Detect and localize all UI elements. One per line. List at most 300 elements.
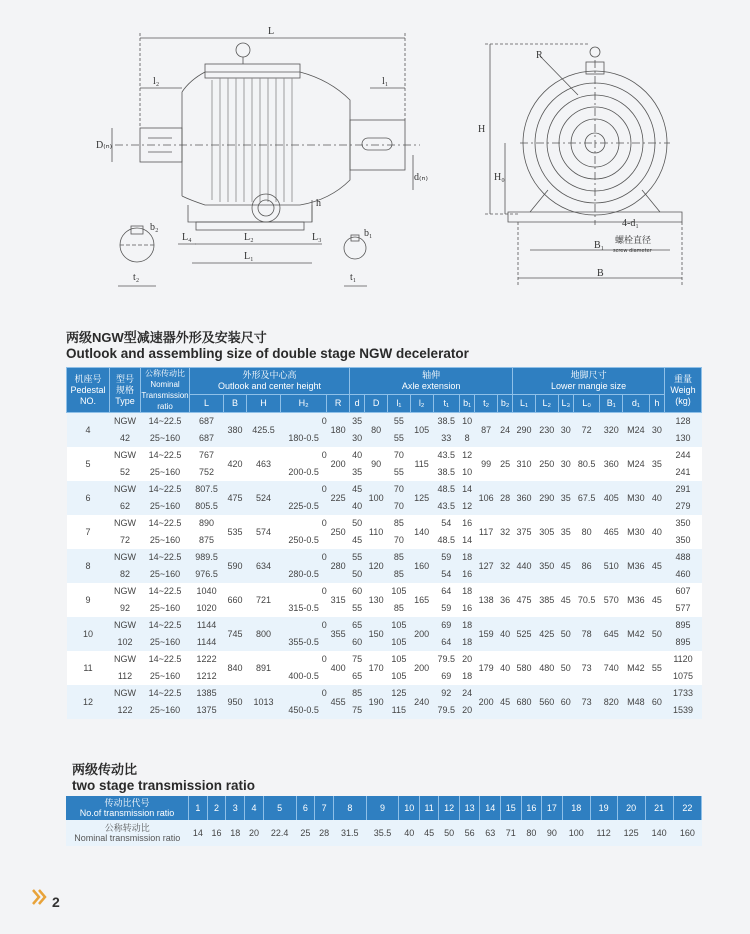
page-number: 2 (52, 894, 60, 910)
cell-l1 (387, 549, 410, 583)
cell-h: 40 (649, 515, 664, 549)
ratio-code-cell: 21 (645, 796, 673, 820)
cell-d1: M36 (623, 583, 650, 617)
cell-line: 65 (352, 620, 363, 630)
subheader-cell: B₁ (600, 395, 623, 413)
cell-line: 875 (199, 535, 215, 545)
cell-h: 1013 (246, 685, 280, 719)
cell-b2: 36 (497, 583, 512, 617)
cell-line: 0 (321, 654, 327, 664)
label-B1: B₁ (594, 240, 605, 251)
cell-b: 950 (224, 685, 247, 719)
group-axle: 轴伸 Axle extension (350, 368, 513, 395)
cell-w (665, 413, 702, 448)
cell-l3: 45 (558, 583, 573, 617)
cell-l2: 350 (535, 549, 558, 583)
cell-d: 150 (365, 617, 388, 651)
ratio-code-cell: 5 (263, 796, 296, 820)
cell-line: 1733 (672, 688, 694, 698)
cell-b1 (460, 413, 475, 448)
group-outlook: 外形及中心高 Outlook and center height (190, 368, 350, 395)
cell-line: 291 (675, 484, 691, 494)
label-bolt-en: screw diameter (613, 248, 652, 254)
cell-b2: 25 (497, 447, 512, 481)
cell-d (350, 413, 365, 448)
cell-line: 25~160 (149, 433, 181, 443)
cell-h: 425.5 (246, 413, 280, 448)
ratio-code-cell: 15 (500, 796, 521, 820)
cell-no: 5 (67, 447, 110, 481)
cell-t1 (433, 685, 460, 719)
cell-h: 35 (649, 447, 664, 481)
label-l2: l₂ (153, 76, 160, 87)
cell-l (190, 447, 224, 481)
cell-d1: M42 (623, 651, 650, 685)
ratio-value-cell: 80 (521, 820, 542, 846)
cell-line: NGW (114, 518, 136, 528)
cell-d (350, 515, 365, 549)
cell-b1 (460, 549, 475, 583)
ratio-code-cell: 18 (562, 796, 590, 820)
label-d: d₍ₙ₎ (414, 172, 428, 183)
ratio-code-cell: 13 (459, 796, 480, 820)
cell-line: 0 (321, 450, 327, 460)
cell-line: 14~22.5 (148, 518, 182, 528)
cell-r: 180 (327, 413, 350, 448)
subheader-cell: L (190, 395, 224, 413)
cell-b: 745 (224, 617, 247, 651)
cell-l0: 78 (573, 617, 600, 651)
section-title-en: Outlook and assembling size of double stage NGW decelerator (66, 346, 469, 361)
cell-line: 14~22.5 (148, 620, 182, 630)
subheader-cell: b₂ (497, 395, 512, 413)
ratio-code-cell: 6 (296, 796, 315, 820)
cell-d1: M30 (623, 515, 650, 549)
cell-line: 244 (675, 450, 691, 460)
cell-line: 890 (199, 518, 215, 528)
ratio-value-cell: 22.4 (263, 820, 296, 846)
cell-line: 55 (393, 467, 404, 477)
cell-b: 475 (224, 481, 247, 515)
cell-b1: 645 (600, 617, 623, 651)
cell-line: 225-0.5 (288, 501, 319, 511)
cell-line: 30 (352, 433, 363, 443)
subheader-cell: L₀ (573, 395, 600, 413)
cell-type (110, 481, 141, 515)
cell-line: 70 (393, 501, 404, 511)
cell-r: 225 (327, 481, 350, 515)
cell-line: 14 (462, 535, 473, 545)
cell-l3: 35 (558, 481, 573, 515)
cell-line: 20 (462, 705, 473, 715)
cell-line: 400-0.5 (288, 671, 319, 681)
cell-h: 30 (649, 413, 664, 448)
cell-l1 (387, 685, 410, 719)
cell-line: 64 (441, 637, 452, 647)
cell-t1 (433, 413, 460, 448)
cell-l2: 560 (535, 685, 558, 719)
cell-t1 (433, 583, 460, 617)
cell-h: 45 (649, 583, 664, 617)
section-title-spec (66, 330, 469, 362)
cell-b1: 360 (600, 447, 623, 481)
cell-line: 64 (441, 586, 452, 596)
cell-line: 14~22.5 (148, 586, 182, 596)
label-t1: t₁ (350, 272, 357, 283)
cell-d1: M48 (623, 685, 650, 719)
cell-ratio (141, 651, 190, 685)
ratio-head-label: 传动比代号 No.of transmission ratio (66, 796, 189, 820)
label-l1: l₁ (382, 76, 389, 87)
cell-l1 (387, 651, 410, 685)
cell-d: 80 (365, 413, 388, 448)
cell-line: NGW (114, 620, 136, 630)
ratio-value-cell: 56 (459, 820, 480, 846)
cell-line: 805.5 (195, 501, 218, 511)
cell-w (665, 617, 702, 651)
cell-b: 535 (224, 515, 247, 549)
cell-line: 92 (119, 603, 130, 613)
cell-t1 (433, 481, 460, 515)
subheader-cell: h (649, 395, 664, 413)
cell-d (350, 685, 365, 719)
ratio-code-cell: 17 (542, 796, 563, 820)
cell-line: 1144 (196, 637, 217, 647)
cell-l3: 35 (558, 515, 573, 549)
cell-l2: 230 (535, 413, 558, 448)
section-title-cn: 两级NGW型减速器外形及安装尺寸 (66, 330, 267, 345)
cell-line: NGW (114, 654, 136, 664)
cell-line: 14~22.5 (148, 450, 182, 460)
cell-r: 400 (327, 651, 350, 685)
cell-l2: 105 (410, 413, 433, 448)
cell-l2: 385 (535, 583, 558, 617)
cell-d1: M36 (623, 549, 650, 583)
cell-h: 574 (246, 515, 280, 549)
cell-line: 14~22.5 (148, 654, 182, 664)
cell-line: 0 (321, 518, 327, 528)
cell-line: 8 (464, 433, 470, 443)
subheader-cell: d₁ (623, 395, 650, 413)
table-row (67, 515, 702, 549)
cell-l1 (387, 583, 410, 617)
cell-b1 (460, 617, 475, 651)
cell-line: 55 (352, 603, 363, 613)
label-h: h (316, 198, 321, 209)
cell-line: 18 (462, 586, 473, 596)
cell-line: 105 (391, 586, 407, 596)
cell-line: 105 (391, 671, 407, 681)
cell-d1: M24 (623, 447, 650, 481)
cell-line: 24 (462, 688, 473, 698)
cell-line: 16 (462, 518, 473, 528)
ratio-value-cell: 100 (562, 820, 590, 846)
cell-line: 45 (352, 535, 363, 545)
section-title-ratio (72, 762, 255, 794)
cell-line: 38.5 (437, 416, 456, 426)
table-row (67, 617, 702, 651)
table-row (67, 549, 702, 583)
cell-d (350, 481, 365, 515)
cell-b1 (460, 583, 475, 617)
cell-line: 460 (675, 569, 691, 579)
cell-l1 (387, 515, 410, 549)
col-type: 型号 规格 Type (110, 368, 141, 413)
cell-b1: 465 (600, 515, 623, 549)
label-t2: t₂ (133, 272, 140, 283)
ratio-value-cell: 18 (226, 820, 245, 846)
col-pedestal: 机座号 Pedestal NO. (67, 368, 110, 413)
cell-line: 25~160 (149, 671, 181, 681)
cell-line: 105 (391, 637, 407, 647)
table-row (67, 481, 702, 515)
cell-t2: 200 (475, 685, 498, 719)
cell-line: 1385 (196, 688, 217, 698)
col-ratio: 公称传动比 Nominal Transmission ratio (141, 369, 189, 411)
cell-line: 18 (462, 637, 473, 647)
cell-line: 250-0.5 (288, 535, 319, 545)
cell-w (665, 651, 702, 685)
cell-line: 85 (393, 552, 404, 562)
ratio-value-cell: 28 (315, 820, 334, 846)
cell-b2: 45 (497, 685, 512, 719)
cell-line: 767 (199, 450, 215, 460)
cell-line: 279 (675, 501, 691, 511)
cell-b1: 320 (600, 413, 623, 448)
cell-h: 800 (246, 617, 280, 651)
cell-line: 895 (675, 637, 691, 647)
subheader-cell: t₁ (433, 395, 460, 413)
ratio-value-cell: 140 (645, 820, 673, 846)
cell-l1 (387, 617, 410, 651)
cell-l2: 115 (410, 447, 433, 481)
cell-line: 55 (352, 552, 363, 562)
ratio-header-row (66, 796, 702, 820)
cell-b: 840 (224, 651, 247, 685)
label-4d1: 4-d₁ (622, 218, 639, 229)
cell-type (110, 447, 141, 481)
cell-l1: 375 (513, 515, 536, 549)
spec-table (66, 367, 702, 719)
ratio-code-cell: 11 (419, 796, 438, 820)
table-row (67, 447, 702, 481)
cell-line: 69 (441, 671, 452, 681)
spec-body (67, 413, 702, 720)
cell-line: 16 (462, 603, 473, 613)
label-R: R (536, 50, 543, 61)
cell-no: 4 (67, 413, 110, 448)
cell-t2: 117 (475, 515, 498, 549)
cell-no: 7 (67, 515, 110, 549)
table-row (67, 651, 702, 685)
label-L4: L₄ (182, 232, 192, 243)
cell-line: 52 (119, 467, 130, 477)
cell-l1: 290 (513, 413, 536, 448)
table-row (67, 685, 702, 719)
cell-h2 (281, 617, 327, 651)
cell-l2: 240 (410, 685, 433, 719)
cell-b1 (460, 447, 475, 481)
ratio-value-cell: 14 (189, 820, 208, 846)
cell-l1 (387, 447, 410, 481)
cell-l3: 30 (558, 413, 573, 448)
cell-l0: 70.5 (573, 583, 600, 617)
subheader-cell: H (246, 395, 280, 413)
cell-line: 75 (352, 654, 363, 664)
cell-line: 350 (675, 535, 691, 545)
cell-line: 25~160 (149, 467, 181, 477)
cell-h2 (281, 515, 327, 549)
subheader-cell: t₂ (475, 395, 498, 413)
cell-h2 (281, 549, 327, 583)
cell-l (190, 549, 224, 583)
cell-l1: 475 (513, 583, 536, 617)
ratio-value-cell: 20 (245, 820, 264, 846)
cell-b: 590 (224, 549, 247, 583)
cell-line: 54 (441, 569, 452, 579)
ratio-code-cell: 12 (439, 796, 460, 820)
cell-line: 16 (462, 569, 473, 579)
cell-line: 1120 (673, 654, 693, 664)
cell-line: 55 (393, 416, 404, 426)
label-B: B (597, 268, 604, 279)
cell-l0: 67.5 (573, 481, 600, 515)
cell-b1: 510 (600, 549, 623, 583)
section2-title-cn: 两级传动比 (72, 762, 138, 777)
cell-l2: 140 (410, 515, 433, 549)
cell-line: 488 (675, 552, 691, 562)
cell-line: 1212 (196, 671, 217, 681)
cell-l0: 73 (573, 685, 600, 719)
cell-d: 110 (365, 515, 388, 549)
cell-l0: 86 (573, 549, 600, 583)
cell-h2 (281, 413, 327, 448)
cell-w (665, 447, 702, 481)
cell-line: 85 (352, 688, 363, 698)
cell-r: 455 (327, 685, 350, 719)
cell-line: NGW (114, 484, 136, 494)
label-D: D₍ₙ₎ (96, 140, 113, 151)
subheader-cell: L₂ (535, 395, 558, 413)
cell-line: 43.5 (437, 450, 456, 460)
table-row (67, 583, 702, 617)
cell-l3: 60 (558, 685, 573, 719)
cell-d1: M30 (623, 481, 650, 515)
cell-line: 62 (119, 501, 130, 511)
cell-line: 60 (352, 586, 363, 596)
cell-no: 6 (67, 481, 110, 515)
cell-line: 350 (675, 518, 691, 528)
cell-h: 721 (246, 583, 280, 617)
cell-line: 315-0.5 (288, 603, 319, 613)
cell-line: 72 (119, 535, 130, 545)
cell-d: 90 (365, 447, 388, 481)
cell-line: 14~22.5 (148, 484, 182, 494)
cell-d (350, 583, 365, 617)
cell-ratio (141, 549, 190, 583)
cell-b2: 40 (497, 651, 512, 685)
ratio-code-cell: 1 (189, 796, 208, 820)
ratio-code-cell: 10 (399, 796, 420, 820)
cell-ratio (141, 583, 190, 617)
cell-line: 20 (462, 654, 473, 664)
cell-line: 10 (462, 416, 473, 426)
cell-l0: 73 (573, 651, 600, 685)
cell-line: 70 (393, 535, 404, 545)
cell-h: 40 (649, 481, 664, 515)
cell-ratio (141, 617, 190, 651)
cell-t2: 159 (475, 617, 498, 651)
subheader-cell: R (327, 395, 350, 413)
cell-line: 45 (352, 484, 363, 494)
ratio-code-cell: 19 (590, 796, 617, 820)
subheader-cell: L₃ (558, 395, 573, 413)
cell-line: 79.5 (437, 654, 456, 664)
cell-line: 125 (391, 688, 407, 698)
cell-h: 634 (246, 549, 280, 583)
cell-line: 65 (352, 671, 363, 681)
ratio-value-cell: 90 (542, 820, 563, 846)
cell-l1: 525 (513, 617, 536, 651)
ratio-value-cell: 31.5 (333, 820, 366, 846)
cell-line: 102 (117, 637, 133, 647)
cell-l3: 45 (558, 549, 573, 583)
cell-line: 82 (119, 569, 130, 579)
cell-line: 0 (321, 552, 327, 562)
cell-b: 420 (224, 447, 247, 481)
cell-line: 70 (393, 484, 404, 494)
label-b2: b₂ (150, 222, 159, 233)
cell-line: 450-0.5 (288, 705, 319, 715)
cell-l (190, 651, 224, 685)
cell-line: 25~160 (149, 603, 181, 613)
cell-line: 35 (352, 416, 363, 426)
cell-l (190, 481, 224, 515)
ratio-code-cell: 2 (207, 796, 226, 820)
cell-l1: 580 (513, 651, 536, 685)
cell-type (110, 651, 141, 685)
cell-type (110, 515, 141, 549)
cell-d: 170 (365, 651, 388, 685)
subheader-cell: B (224, 395, 247, 413)
cell-b: 380 (224, 413, 247, 448)
cell-r: 250 (327, 515, 350, 549)
cell-line: 35 (352, 467, 363, 477)
cell-r: 200 (327, 447, 350, 481)
cell-l2: 200 (410, 651, 433, 685)
cell-line: 807.5 (195, 484, 218, 494)
cell-l0: 80 (573, 515, 600, 549)
cell-line: 115 (391, 705, 407, 715)
cell-b1: 820 (600, 685, 623, 719)
ratio-value-cell: 160 (673, 820, 701, 846)
cell-l1: 680 (513, 685, 536, 719)
cell-line: 50 (352, 569, 363, 579)
cell-h: 45 (649, 549, 664, 583)
cell-line: 70 (393, 450, 404, 460)
ratio-value-cell: 25 (296, 820, 315, 846)
technical-drawings (0, 0, 750, 320)
ratio-code-cell: 16 (521, 796, 542, 820)
ratio-code-cell: 4 (245, 796, 264, 820)
cell-line: 43.5 (437, 501, 456, 511)
cell-b: 660 (224, 583, 247, 617)
cell-l2: 250 (535, 447, 558, 481)
group-lower: 地脚尺寸 Lower mangie size (513, 368, 665, 395)
cell-line: 607 (675, 586, 691, 596)
cell-h2 (281, 651, 327, 685)
cell-d1: M24 (623, 413, 650, 448)
